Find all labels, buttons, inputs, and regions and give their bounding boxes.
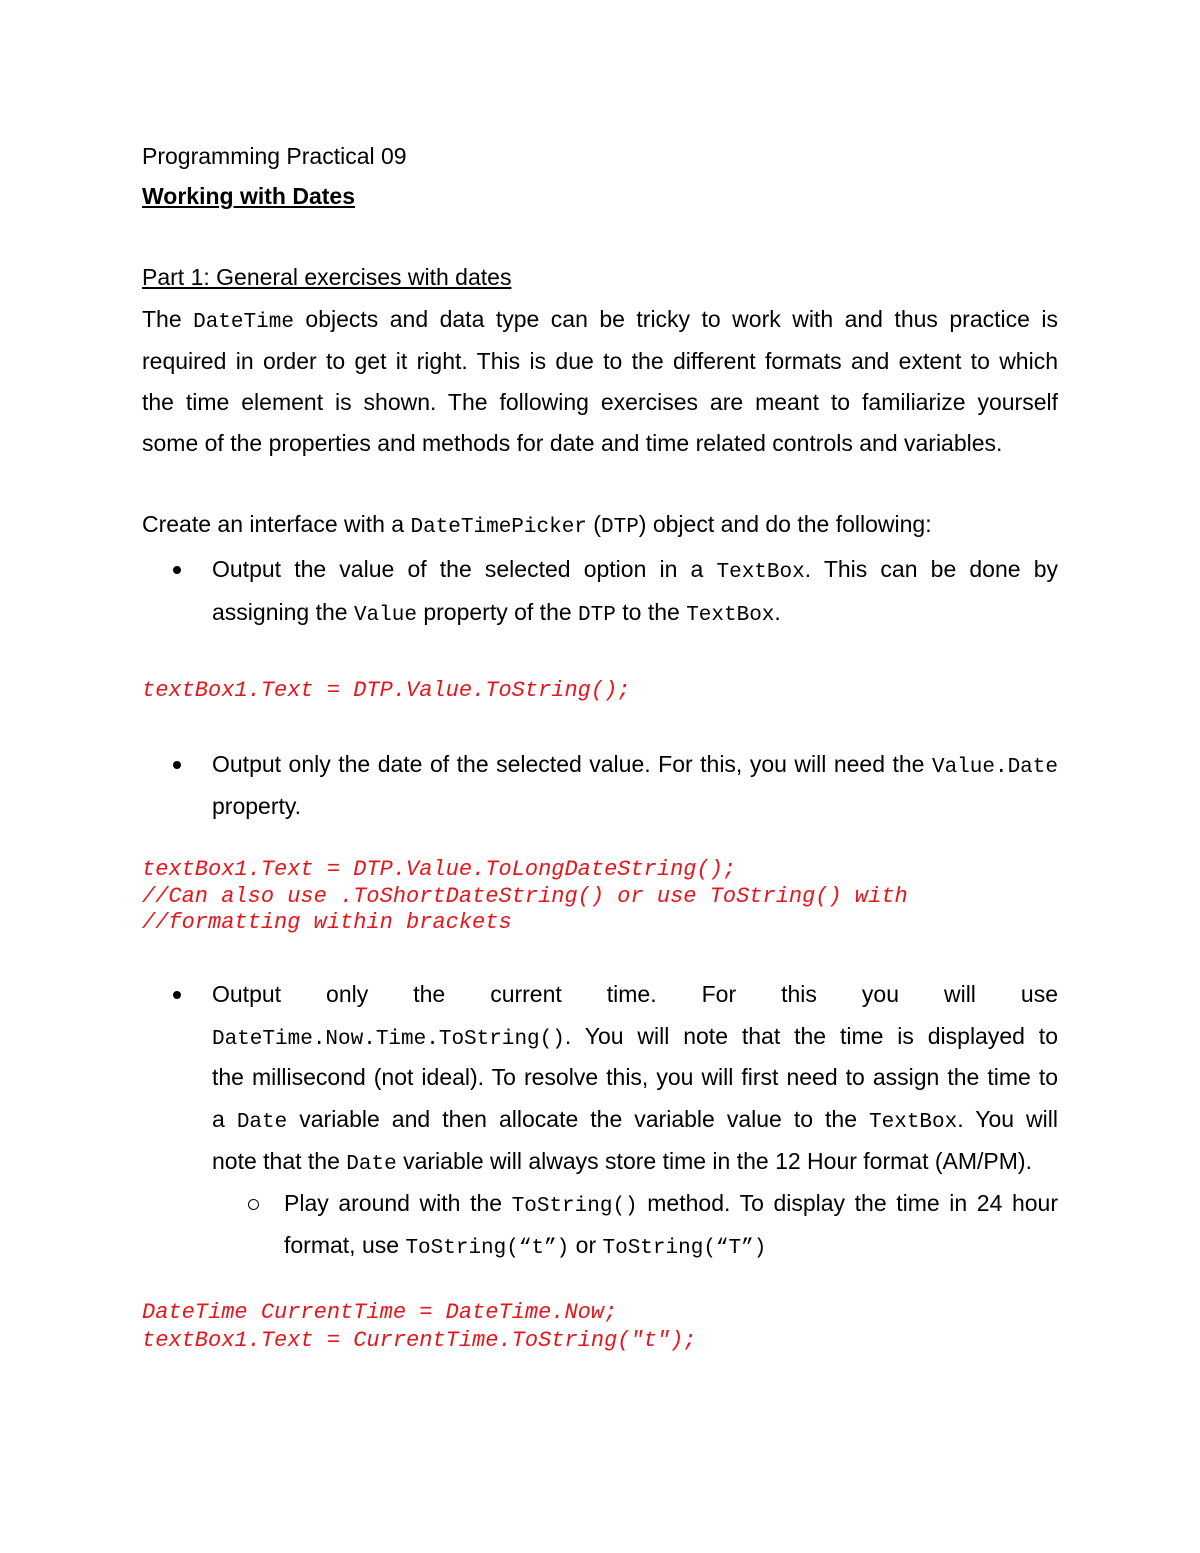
inline-code: DateTimePicker xyxy=(410,516,587,539)
bullet-dot xyxy=(173,761,181,769)
bullet-text: . You will note that the time is displayed to xyxy=(564,1023,1058,1049)
page-title: Working with Dates xyxy=(142,183,355,209)
intro-text: The xyxy=(142,306,194,332)
inline-code: ToString() xyxy=(511,1195,638,1218)
inline-code: Date xyxy=(236,1111,288,1134)
inline-code: TextBox xyxy=(716,561,805,584)
bullet-text: assigning the xyxy=(212,599,354,625)
sub-bullet-circle xyxy=(248,1199,259,1210)
bullet-text: format, use xyxy=(284,1232,406,1258)
bullet-text: . xyxy=(774,599,781,625)
code-sample-2-line-2: //Can also use .ToShortDateString() or use ToString() with xyxy=(142,884,908,909)
code-sample-2-line-1: textBox1.Text = DTP.Value.ToLongDateString(); xyxy=(142,857,737,882)
code-sample-3-line-1: DateTime CurrentTime = DateTime.Now; xyxy=(142,1300,618,1325)
bullet-dot xyxy=(173,566,181,574)
bullet-text: Play around with the xyxy=(284,1190,512,1216)
create-instruction xyxy=(142,509,932,543)
bullet-text: . You will xyxy=(957,1106,1058,1132)
bullet3-line-5 xyxy=(212,1146,1032,1180)
create-text: ( xyxy=(586,511,601,537)
inline-code: TextBox xyxy=(686,604,775,627)
bullet1-line-2 xyxy=(212,597,781,631)
part1-heading: Part 1: General exercises with dates xyxy=(142,264,512,290)
code-sample-3-line-2: textBox1.Text = CurrentTime.ToString("t"); xyxy=(142,1328,697,1353)
bullet-text: note that the xyxy=(212,1148,347,1174)
bullet-text: variable and then allocate the variable value to the xyxy=(287,1106,870,1132)
inline-code: DTP xyxy=(578,604,616,627)
bullet-text: Output the value of the selected option in a xyxy=(212,556,717,582)
create-text: Create an interface with a xyxy=(142,511,411,537)
intro-line-3: the time element is shown. The following exercises are meant to familiarize yourself xyxy=(142,389,1058,415)
bullet1-line-1 xyxy=(212,554,1058,584)
bullet-text: variable will always store time in the 12 Hour format (AM/PM). xyxy=(396,1148,1032,1174)
bullet-text: . This can be done by xyxy=(804,556,1058,582)
inline-code: DateTime xyxy=(193,311,294,334)
inline-code: Value.Date xyxy=(931,756,1058,779)
bullet-text: Output only the date of the selected value. For this, you will need the xyxy=(212,751,932,777)
bullet-text: to the xyxy=(615,599,687,625)
bullet3-line-3: the millisecond (not ideal). To resolve this, you will first need to assign the time to xyxy=(212,1064,1058,1090)
bullet3-line-4 xyxy=(212,1104,1058,1134)
bullet2-line-1 xyxy=(212,749,1058,779)
inline-code: TextBox xyxy=(869,1111,958,1134)
intro-text: objects and data type can be tricky to work with and thus practice is xyxy=(293,306,1058,332)
subbullet-line-2 xyxy=(284,1230,766,1264)
intro-line-2: required in order to get it right. This is due to the different formats and extent to which xyxy=(142,348,1058,374)
bullet-text: a xyxy=(212,1106,237,1132)
bullet-text: or xyxy=(569,1232,603,1258)
bullet3-line-2 xyxy=(212,1021,1058,1051)
create-text: ) object and do the following: xyxy=(638,511,932,537)
bullet-text: property of the xyxy=(416,599,579,625)
bullet2-line-2: property. xyxy=(212,793,302,819)
inline-code: Value xyxy=(353,604,417,627)
intro-line-1 xyxy=(142,304,1058,334)
inline-code: ToString(“T”) xyxy=(602,1237,767,1260)
code-sample-1: textBox1.Text = DTP.Value.ToString(); xyxy=(142,678,631,703)
inline-code: ToString(“t”) xyxy=(405,1237,570,1260)
subbullet-line-1 xyxy=(284,1188,1058,1218)
bullet-text: method. To display the time in 24 hour xyxy=(637,1190,1058,1216)
inline-code: DateTime.Now.Time.ToString() xyxy=(212,1028,565,1051)
inline-code: Date xyxy=(346,1153,397,1176)
intro-line-4: some of the properties and methods for date and time related controls and variables. xyxy=(142,430,1003,456)
inline-code: DTP xyxy=(600,516,639,539)
bullet3-line-1: Output only the current time. For this you will use xyxy=(212,981,1058,1007)
code-sample-2-line-3: //formatting within brackets xyxy=(142,910,512,935)
course-title: Programming Practical 09 xyxy=(142,143,407,169)
bullet-dot xyxy=(173,991,181,999)
